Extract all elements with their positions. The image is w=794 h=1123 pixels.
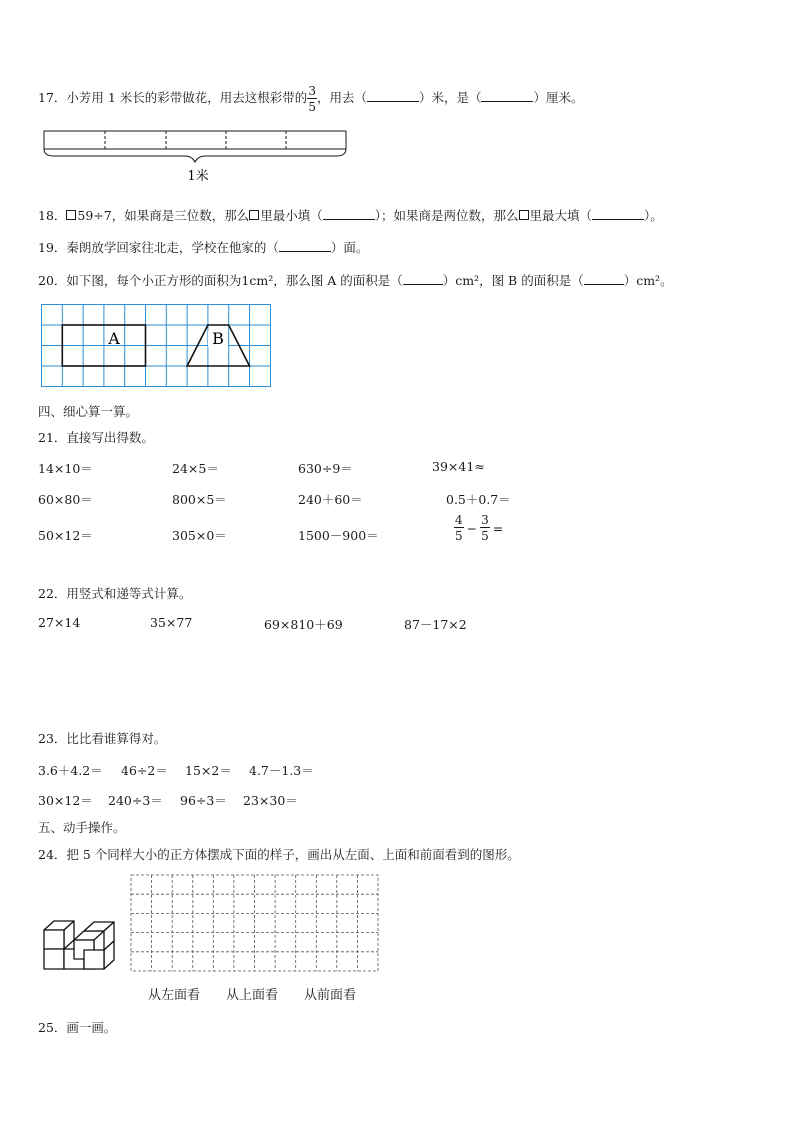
q21-item: 60×80＝ (38, 492, 93, 507)
question-24-title: 24．把 5 个同样大小的正方体摆成下面的样子，画出从左面、上面和前面看到的图形。 (38, 847, 520, 862)
question-22-title: 22．用竖式和递等式计算。 (38, 586, 192, 601)
question-text: 小芳用 1 米长的彩带做花，用去这根彩带的 (66, 90, 308, 105)
q23-item: 46÷2＝ (121, 763, 168, 778)
q21-item: 800×5＝ (172, 492, 227, 507)
answer-blank[interactable] (323, 209, 375, 220)
ribbon-length-label: 1米 (187, 169, 209, 184)
ribbon-diagram (40, 128, 356, 188)
answer-blank[interactable] (367, 91, 419, 102)
label-b: B (212, 329, 224, 348)
question-19: 19．秦朗放学回家往北走，学校在他家的（ ）面。 (38, 240, 369, 255)
label-a: A (108, 329, 120, 348)
q23-item: 30×12＝ (38, 793, 93, 808)
q22-item: 27×14 (38, 615, 81, 630)
q23-item: 23×30＝ (243, 793, 298, 808)
q21-fraction-expression: $\frac{4}{5}$ − $\frac{3}{5}$ = (455, 513, 504, 543)
question-21-title: 21．直接写出得数。 (38, 430, 154, 445)
q23-item: 96÷3＝ (180, 793, 227, 808)
drawing-grid[interactable] (130, 874, 380, 972)
question-number: 17． (38, 90, 67, 105)
brace (44, 149, 346, 162)
square-box-icon (249, 210, 259, 220)
section-5-heading: 五、动手操作。 (38, 820, 126, 835)
q21-item: 14×10＝ (38, 461, 93, 476)
view-label-top: 从上面看 (226, 988, 279, 1003)
q23-item: 15×2＝ (185, 763, 232, 778)
fraction-three-fifths: $\frac{3}{5}$ (308, 83, 316, 114)
question-number: 20． (38, 273, 67, 288)
view-label-left: 从左面看 (148, 988, 201, 1003)
q21-item: 39×41≈ (432, 459, 485, 474)
q22-item: 35×77 (150, 615, 193, 630)
question-20: 20．如下图，每个小正方形的面积为1cm²，那么图 A 的面积是（ ）cm²，图 B 的面积是（ ）cm²。 (38, 273, 673, 288)
q21-item: 305×0＝ (172, 528, 227, 543)
fraction: $\frac{3}{5}$ (481, 513, 489, 543)
q22-item: 87－17×2 (404, 617, 467, 632)
answer-blank[interactable] (279, 241, 331, 252)
section-4-heading: 四、细心算一算。 (38, 404, 139, 419)
cube-stack-figure (42, 916, 118, 974)
answer-blank[interactable] (481, 91, 533, 102)
question-18: 18． 59÷7，如果商是三位数，那么 里最小填（ ）；如果商是两位数，那么 里最大填（ ）。 (38, 208, 663, 223)
q21-item: 240＋60＝ (298, 492, 363, 507)
q23-item: 240÷3＝ (108, 793, 163, 808)
q22-item: 69×810＋69 (264, 617, 343, 632)
fraction: $\frac{4}{5}$ (455, 513, 463, 543)
square-box-icon (66, 210, 76, 220)
q23-item: 3.6＋4.2＝ (38, 763, 103, 778)
question-number: 18． (38, 208, 67, 223)
q21-item: 24×5＝ (172, 461, 219, 476)
q21-item: 50×12＝ (38, 528, 93, 543)
q21-item: 0.5＋0.7＝ (446, 492, 511, 507)
blue-grid (42, 305, 271, 387)
answer-blank[interactable] (584, 274, 624, 285)
answer-blank[interactable] (592, 209, 644, 220)
ribbon-bar (44, 131, 346, 149)
answer-blank[interactable] (403, 274, 443, 285)
q23-item: 4.7－1.3＝ (249, 763, 314, 778)
question-23-title: 23．比比看谁算得对。 (38, 731, 167, 746)
q21-item: 1500－900＝ (298, 528, 379, 543)
question-25-title: 25．画一画。 (38, 1020, 117, 1035)
view-label-front: 从前面看 (304, 988, 357, 1003)
square-box-icon (519, 210, 529, 220)
question-17: 17．小芳用 1 米长的彩带做花，用去这根彩带的 $\frac{3}{5}$ ，用去（ ）米，是（ ）厘米。 (38, 83, 584, 114)
q21-item: 630÷9＝ (298, 461, 353, 476)
question-number: 19． (38, 240, 67, 255)
area-grid-figure (40, 303, 274, 389)
